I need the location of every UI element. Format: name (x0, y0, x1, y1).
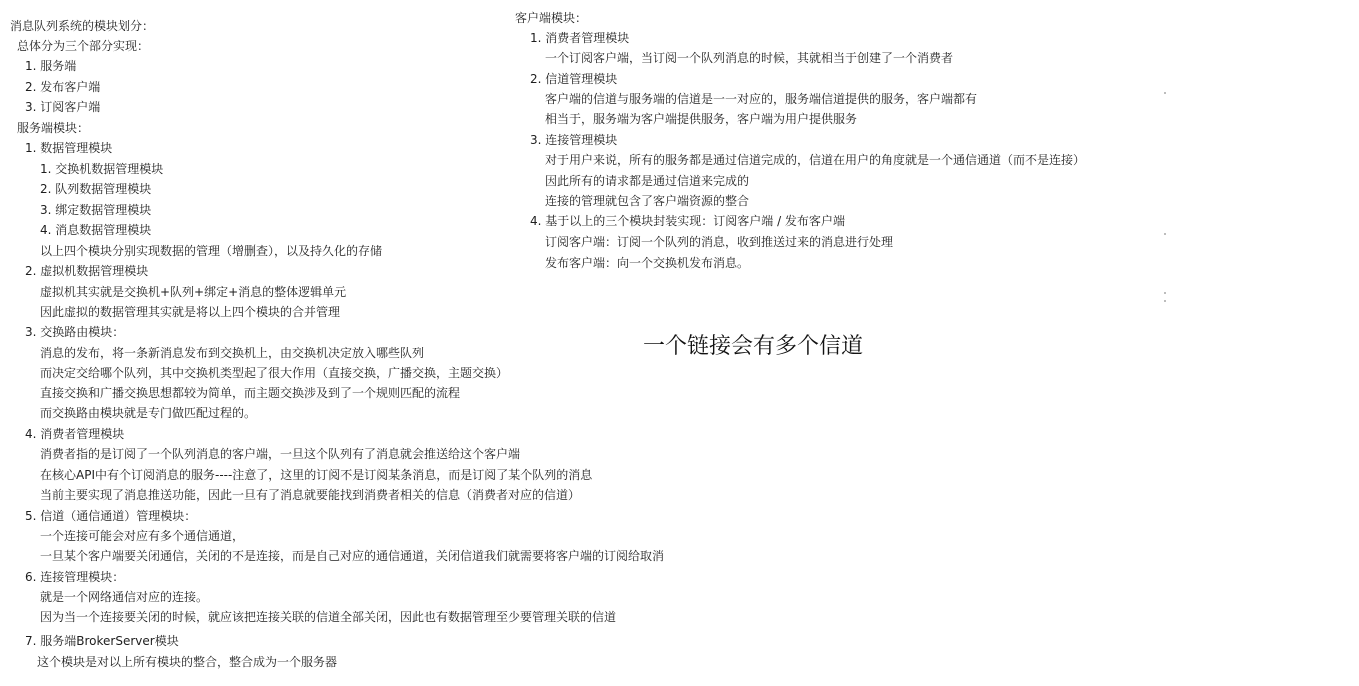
outline-line: 4. 基于以上的三个模块封装实现：订阅客户端 / 发布客户端 (530, 214, 845, 228)
outline-line: 3. 连接管理模块 (530, 133, 618, 147)
outline-line: 3. 交换路由模块： (25, 325, 125, 339)
outline-line: 2. 信道管理模块 (530, 72, 618, 86)
outline-line: 6. 连接管理模块： (25, 570, 125, 584)
outline-line: 消费者指的是订阅了一个队列消息的客户端，一旦这个队列有了消息就会推送给这个客户端 (40, 447, 521, 461)
outline-line: 订阅客户端：订阅一个队列的消息，收到推送过来的消息进行处理 (545, 235, 894, 249)
outline-line: 4. 消息数据管理模块 (40, 223, 152, 237)
outline-line: 2. 虚拟机数据管理模块 (25, 264, 149, 278)
outline-line: 消息的发布，将一条新消息发布到交换机上，由交换机决定放入哪些队列 (40, 346, 425, 360)
outline-line: 连接的管理就包含了客户端资源的整合 (545, 194, 750, 208)
annotation-text: 一个链接会有多个信道 (643, 334, 864, 359)
outline-line: 1. 消费者管理模块 (530, 31, 630, 45)
stray-mark (1164, 300, 1166, 302)
outline-line: 对于用户来说，所有的服务都是通过信道完成的，信道在用户的角度就是一个通信通道（而不是连接） (545, 153, 1086, 167)
outline-line: 在核心API中有个订阅消息的服务----注意了，这里的订阅不是订阅某条消息，而是订阅了某个队列的消息 (40, 468, 593, 482)
outline-line: 因为当一个连接要关闭的时候，就应该把连接关联的信道全部关闭，因此也有数据管理至少要管理关联的信道 (40, 610, 617, 624)
outline-line: 客户端的信道与服务端的信道是一一对应的，服务端信道提供的服务，客户端都有 (545, 92, 978, 106)
outline-line: 1. 交换机数据管理模块 (40, 162, 164, 176)
outline-line: 1. 数据管理模块 (25, 141, 113, 155)
outline-line: 服务端模块： (17, 121, 90, 135)
outline-line: 7. 服务端BrokerServer模块 (25, 634, 179, 648)
outline-line: 直接交换和广播交换思想都较为简单，而主题交换涉及到了一个规则匹配的流程 (40, 386, 461, 400)
outline-line: 虚拟机其实就是交换机+队列+绑定+消息的整体逻辑单元 (40, 285, 347, 299)
outline-line: 一个订阅客户端，当订阅一个队列消息的时候，其就相当于创建了一个消费者 (545, 51, 954, 65)
outline-line: 因此所有的请求都是通过信道来完成的 (545, 174, 750, 188)
outline-line: 5. 信道（通信通道）管理模块： (25, 509, 197, 523)
outline-line: 2. 发布客户端 (25, 80, 101, 94)
outline-line: 就是一个网络通信对应的连接。 (40, 590, 209, 604)
outline-title: 客户端模块： (515, 11, 588, 25)
outline-line: 3. 绑定数据管理模块 (40, 203, 152, 217)
outline-line: 一旦某个客户端要关闭通信，关闭的不是连接，而是自己对应的通信通道，关闭信道我们就需要将客户端的订阅给取消 (40, 549, 665, 563)
outline-line: 1. 服务端 (25, 59, 77, 73)
outline-line: 4. 消费者管理模块 (25, 427, 125, 441)
outline-line: 3. 订阅客户端 (25, 100, 101, 114)
outline-line: 相当于，服务端为客户端提供服务，客户端为用户提供服务 (545, 112, 858, 126)
outline-line: 以上四个模块分别实现数据的管理（增删查），以及持久化的存储 (40, 244, 383, 258)
outline-line: 当前主要实现了消息推送功能，因此一旦有了消息就要能找到消费者相关的信息（消费者对应的信道） (40, 488, 581, 502)
stray-mark (1164, 292, 1166, 294)
outline-line: 一个连接可能会对应有多个通信通道， (40, 529, 245, 543)
stray-mark (1164, 92, 1166, 94)
outline-line: 发布客户端：向一个交换机发布消息。 (545, 256, 750, 270)
outline-line: 这个模块是对以上所有模块的整合，整合成为一个服务器 (37, 655, 338, 669)
outline-line: 因此虚拟的数据管理其实就是将以上四个模块的合并管理 (40, 305, 341, 319)
outline-line: 总体分为三个部分实现： (17, 39, 150, 53)
outline-line: 2. 队列数据管理模块 (40, 182, 152, 196)
stray-mark (1164, 233, 1166, 235)
outline-line: 而交换路由模块就是专门做匹配过程的。 (40, 406, 257, 420)
outline-title: 消息队列系统的模块划分： (10, 19, 155, 33)
outline-line: 而决定交给哪个队列，其中交换机类型起了很大作用（直接交换，广播交换，主题交换） (40, 366, 509, 380)
